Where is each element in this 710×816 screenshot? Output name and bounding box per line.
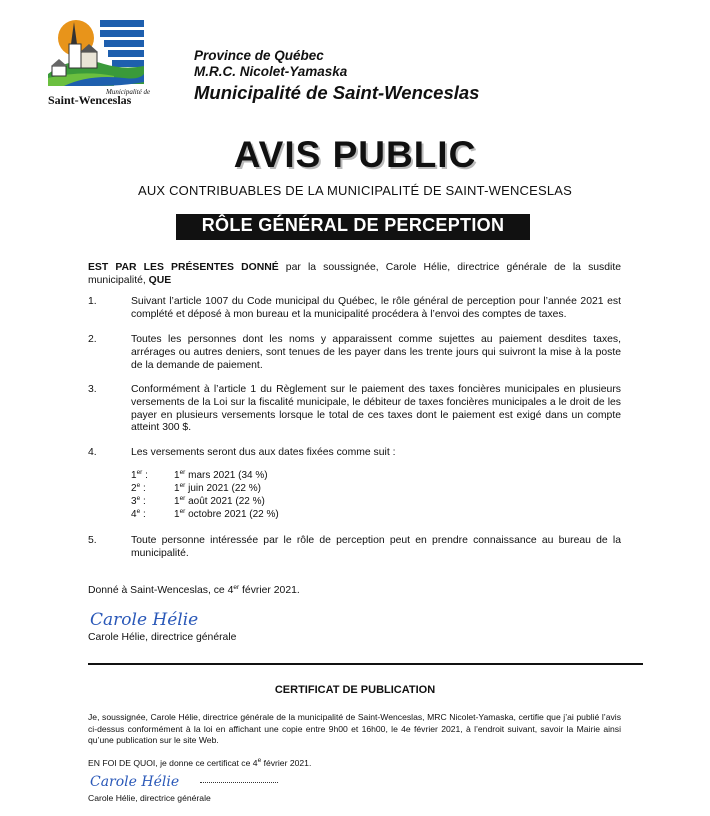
signature-name: Carole Hélie, directrice générale bbox=[88, 632, 237, 643]
intro-lead: EST PAR LES PRÉSENTES DONNÉ bbox=[88, 262, 279, 273]
notice-subtitle: AUX CONTRIBUABLES DE LA MUNICIPALITÉ DE SAINT-WENCESLAS bbox=[137, 183, 573, 198]
schedule-ordinal: 1er : bbox=[131, 469, 148, 481]
certificate-body: Je, soussignée, Carole Hélie, directrice générale de la municipalité de Saint-Wenceslas, MRC Nicolet-Yamaska, certifie que j’ai publié l’avis ci-dessus conformément à la loi en affichant une copie entre 9h00 et 16h00, le 4e février 2021, à l’endroit suivant, savoir la Mairie ainsi qu’une publication sur le site Web. bbox=[88, 712, 621, 745]
intro-tail: QUE bbox=[148, 274, 172, 286]
municipality-logo bbox=[44, 14, 156, 106]
svg-text:Carole Hélie: Carole Hélie bbox=[90, 774, 180, 790]
item-number: 2. bbox=[88, 334, 97, 345]
certificate-foi-line: EN FOI DE QUOI, je donne ce certificat ce 4e février 2021. bbox=[88, 757, 312, 768]
schedule-date: 1er octobre 2021 (22 %) bbox=[174, 508, 279, 520]
signature bbox=[88, 601, 218, 633]
header-municipality: Municipalité de Saint-Wenceslas bbox=[194, 82, 480, 103]
logo-small-text: Municipalité de bbox=[106, 88, 151, 96]
certificate-signature bbox=[88, 769, 218, 793]
certificate-signature-name: Carole Hélie, directrice générale bbox=[88, 793, 211, 803]
item-number: 5. bbox=[88, 535, 97, 546]
schedule-ordinal: 2e : bbox=[131, 482, 146, 494]
intro-paragraph bbox=[88, 262, 621, 288]
schedule-date: 1er mars 2021 (34 %) bbox=[174, 469, 268, 481]
role-title: RÔLE GÉNÉRAL DE PERCEPTION bbox=[201, 215, 505, 235]
signature-dotted-line bbox=[200, 778, 278, 783]
item-number: 3. bbox=[88, 384, 97, 395]
intro-text: par la soussignée, Carole Hélie, directrice générale de la susdite municipalité, bbox=[88, 262, 622, 286]
header-province: Province de Québec bbox=[194, 48, 324, 63]
done-line: Donné à Saint-Wenceslas, ce 4er février 2021. bbox=[88, 584, 300, 596]
item-text: Conformément à l’article 1 du Règlement sur le paiement des taxes foncières municipales en plusieurs versements de la Loi sur la fiscalité municipale, le débiteur de taxes foncières municipales a le droit de les payer en plusieurs versements lorsque le total de ces taxes dont le paiement est exigé dans un compte atteint 300 $. bbox=[131, 384, 621, 434]
schedule-date: 1er août 2021 (22 %) bbox=[174, 495, 265, 507]
certificate-title: CERTIFICAT DE PUBLICATION bbox=[274, 684, 436, 696]
item-number: 1. bbox=[88, 296, 97, 307]
item-number: 4. bbox=[88, 447, 97, 458]
item-text: Toute personne intéressée par le rôle de perception peut en prendre connaissance au bureau de la municipalité. bbox=[131, 535, 621, 559]
notice-title: AVIS PUBLIC bbox=[233, 134, 477, 175]
svg-text:Carole Hélie: Carole Hélie bbox=[90, 610, 199, 630]
schedule-ordinal: 3e : bbox=[131, 495, 146, 507]
item-text: Les versements seront dus aux dates fixées comme suit : bbox=[131, 447, 396, 458]
item-text: Suivant l’article 1007 du Code municipal du Québec, le rôle général de perception pour l’année 2021 est complété et déposé à mon bureau et la municipalité procédera à l’envoi des comptes de taxes. bbox=[131, 296, 621, 320]
logo-big-text: Saint-Wenceslas bbox=[48, 93, 132, 106]
item-text: Toutes les personnes dont les noms y apparaissent comme sujettes au paiement desdites taxes, arrérages ou autres deniers, sont tenues de les payer dans les trente jours qui suivront la mise à la poste de la demande de paiement. bbox=[131, 334, 621, 371]
section-divider bbox=[88, 663, 643, 665]
schedule-date: 1er juin 2021 (22 %) bbox=[174, 482, 261, 494]
header-mrc: M.R.C. Nicolet-Yamaska bbox=[194, 64, 348, 79]
schedule-ordinal: 4e : bbox=[131, 508, 146, 520]
